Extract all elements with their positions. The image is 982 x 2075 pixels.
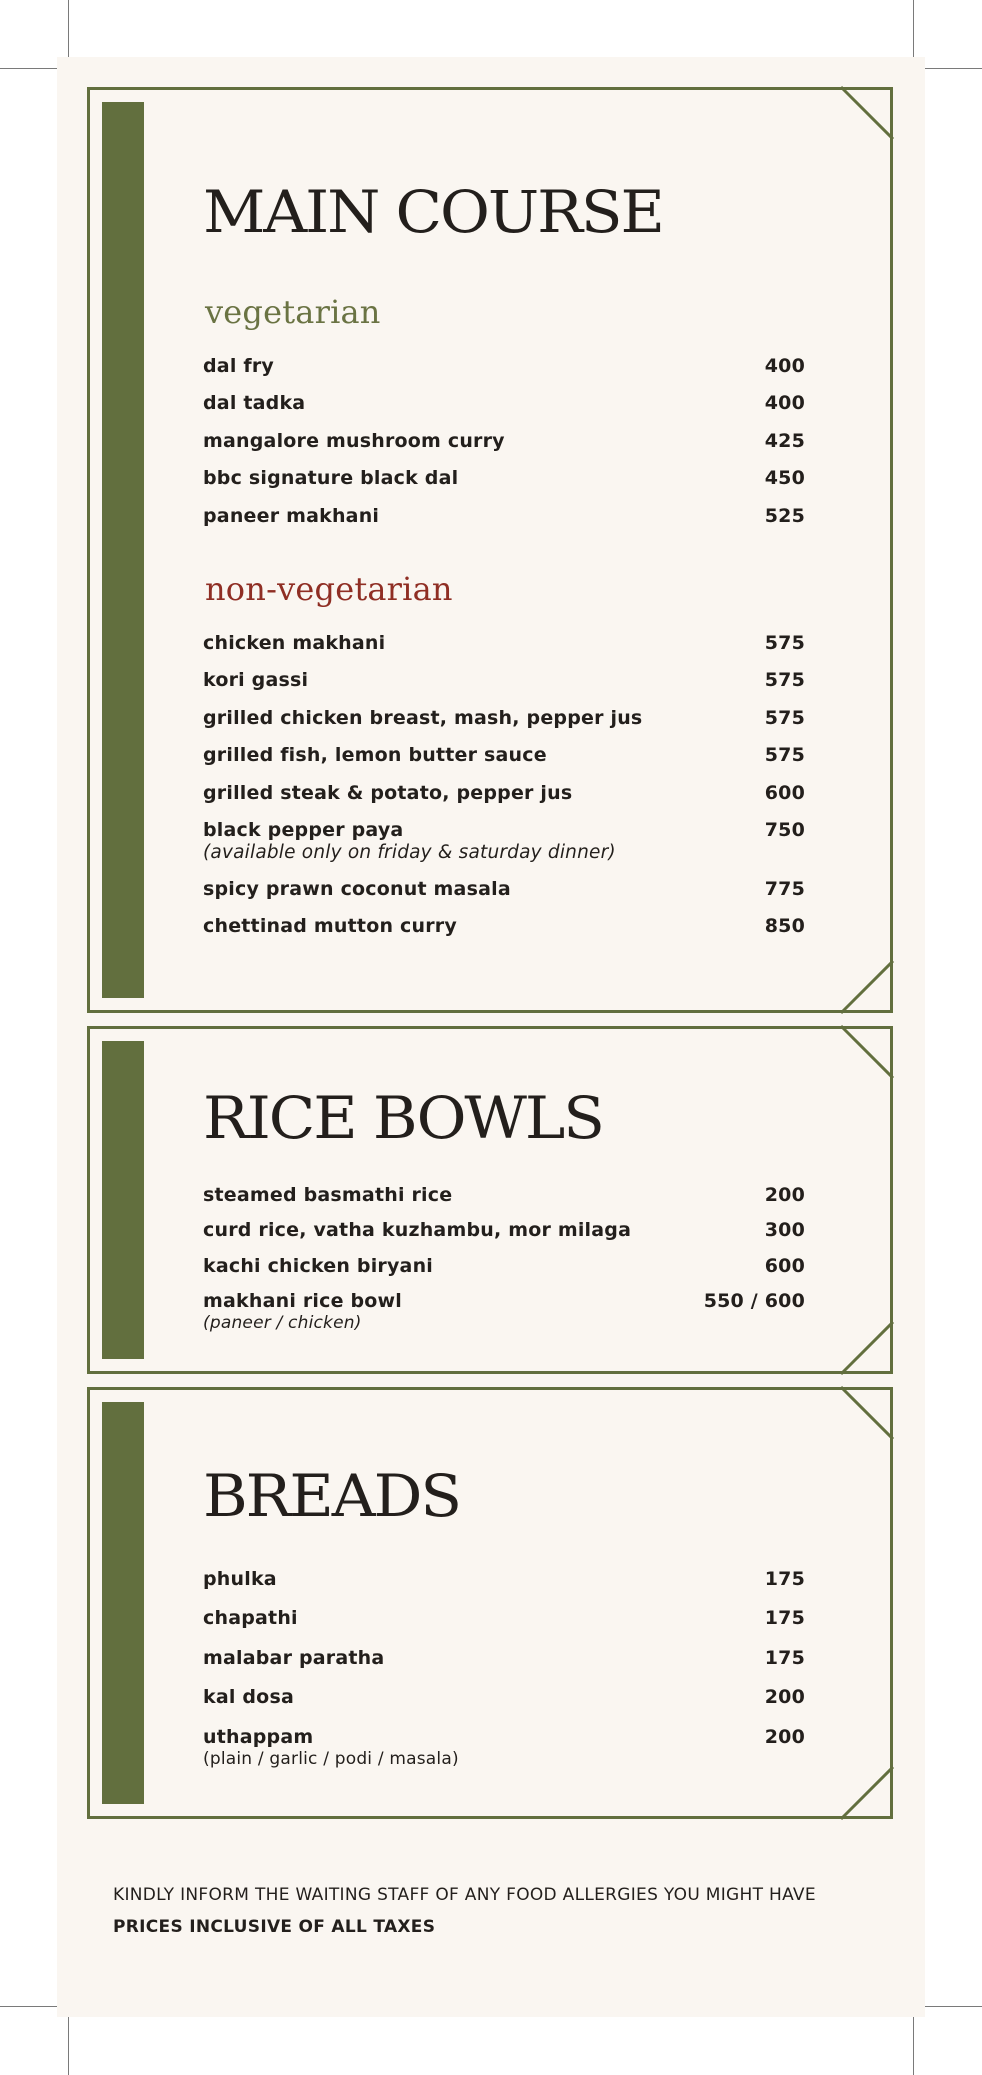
section-title: RICE BOWLS <box>203 1084 603 1152</box>
corner-ornament <box>841 1767 893 1819</box>
item-price: 575 <box>764 744 805 766</box>
item-price: 750 <box>764 819 805 841</box>
item-price: 425 <box>764 430 805 452</box>
item-price: 200 <box>764 1726 805 1748</box>
item-name: mangalore mushroom curry <box>203 430 505 452</box>
item-price: 775 <box>764 878 805 900</box>
item-name: chicken makhani <box>203 632 386 654</box>
item-name: grilled steak & potato, pepper jus <box>203 782 573 804</box>
item-name: spicy prawn coconut masala <box>203 878 511 900</box>
item-price: 200 <box>764 1686 805 1708</box>
item-price: 600 <box>764 1255 805 1277</box>
main-course-panel <box>87 87 893 1013</box>
item-name: chettinad mutton curry <box>203 915 457 937</box>
item-price: 175 <box>764 1647 805 1669</box>
crop-mark <box>68 0 69 57</box>
item-price: 550 / 600 <box>703 1290 805 1312</box>
tax-notice: PRICES INCLUSIVE OF ALL TAXES <box>113 1917 436 1937</box>
item-price: 575 <box>764 669 805 691</box>
item-name: uthappam <box>203 1726 314 1748</box>
breads-panel <box>87 1387 893 1819</box>
non-vegetarian-heading: non-vegetarian <box>205 570 453 608</box>
item-price: 450 <box>764 467 805 489</box>
item-price: 525 <box>764 505 805 527</box>
item-price: 400 <box>764 392 805 414</box>
item-note: (paneer / chicken) <box>203 1313 362 1333</box>
corner-ornament <box>841 1322 893 1374</box>
item-name: steamed basmathi rice <box>203 1184 453 1206</box>
item-name: kal dosa <box>203 1686 294 1708</box>
section-title: MAIN COURSE <box>203 178 663 246</box>
item-price: 400 <box>764 355 805 377</box>
crop-mark <box>925 68 982 69</box>
crop-mark <box>0 68 57 69</box>
menu-page <box>57 57 925 2017</box>
crop-mark <box>913 2017 914 2075</box>
item-name: dal fry <box>203 355 274 377</box>
item-price: 175 <box>764 1607 805 1629</box>
item-price: 600 <box>764 782 805 804</box>
item-name: grilled fish, lemon butter sauce <box>203 744 547 766</box>
crop-mark <box>68 2017 69 2075</box>
item-name: black pepper paya <box>203 819 404 841</box>
item-price: 575 <box>764 707 805 729</box>
crop-mark <box>913 0 914 57</box>
corner-ornament <box>841 1026 893 1078</box>
item-price: 175 <box>764 1568 805 1590</box>
item-price: 200 <box>764 1184 805 1206</box>
item-name: dal tadka <box>203 392 306 414</box>
item-price: 575 <box>764 632 805 654</box>
accent-bar <box>102 1402 144 1804</box>
corner-ornament <box>841 87 893 139</box>
rice-bowls-panel <box>87 1026 893 1374</box>
item-name: malabar paratha <box>203 1647 385 1669</box>
item-name: chapathi <box>203 1607 298 1629</box>
item-name: kachi chicken biryani <box>203 1255 434 1277</box>
item-name: bbc signature black dal <box>203 467 459 489</box>
item-name: makhani rice bowl <box>203 1290 403 1312</box>
item-note: (available only on friday & saturday dinner) <box>203 842 616 863</box>
section-title: BREADS <box>203 1462 461 1530</box>
corner-ornament <box>841 961 893 1013</box>
item-name: phulka <box>203 1568 277 1590</box>
vegetarian-heading: vegetarian <box>205 293 381 331</box>
accent-bar <box>102 1041 144 1359</box>
item-name: grilled chicken breast, mash, pepper jus <box>203 707 643 729</box>
crop-mark <box>0 2006 57 2007</box>
crop-mark <box>925 2006 982 2007</box>
allergy-notice: KINDLY INFORM THE WAITING STAFF OF ANY FOOD ALLERGIES YOU MIGHT HAVE <box>113 1885 816 1905</box>
item-price: 300 <box>764 1219 805 1241</box>
item-name: curd rice, vatha kuzhambu, mor milaga <box>203 1219 632 1241</box>
item-note: (plain / garlic / podi / masala) <box>203 1749 459 1769</box>
item-name: paneer makhani <box>203 505 380 527</box>
item-price: 850 <box>764 915 805 937</box>
accent-bar <box>102 102 144 998</box>
corner-ornament <box>841 1387 893 1439</box>
item-name: kori gassi <box>203 669 309 691</box>
